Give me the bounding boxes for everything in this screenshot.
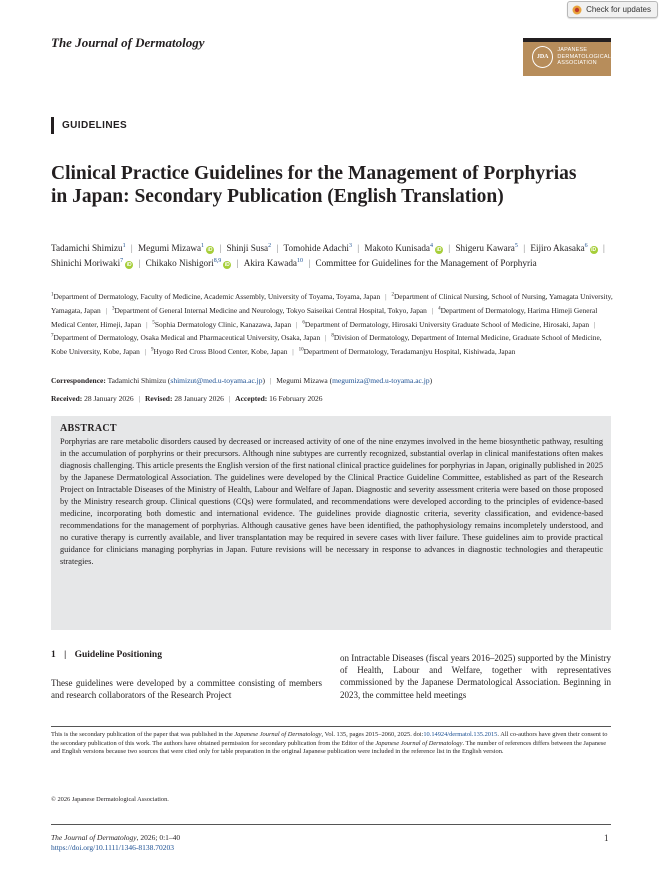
revised-date: 28 January 2026 — [174, 394, 224, 403]
author-separator: | — [600, 243, 605, 254]
correspondence-label: Correspondence: — [51, 376, 106, 385]
affiliation-text: Department of Dermatology, Harima Himeji General Medical Center, Himeji, Japan — [51, 306, 598, 329]
author-affiliation-mark: 7 — [120, 258, 124, 265]
affiliation-separator: | — [144, 319, 150, 329]
affiliation-number: 4 — [438, 306, 441, 312]
affiliation-separator: | — [103, 306, 109, 316]
jda-emblem-icon: JDA — [532, 46, 553, 68]
article-title: Clinical Practice Guidelines for the Management of Porphyrias in Japan: Secondary Publication (English Translation) — [51, 163, 577, 207]
author-separator: | — [136, 258, 143, 269]
affiliation-item — [299, 347, 516, 356]
affiliation-text: Department of Dermatology, Hirosaki University Graduate School of Medicine, Hirosaki, Japan — [304, 319, 590, 329]
body-column-right: on Intractable Diseases (fiscal years 2016–2025) supported by the Ministry of Health, Labour and Welfare, together with representatives commissioned by the Japanese Dermatological Association. Beginning in 2023, the committee held meetings — [340, 653, 611, 700]
affiliation-number: 2 — [391, 293, 394, 298]
affiliation-separator: | — [429, 306, 436, 316]
footer-volume: , 2026; 0:1–40 — [136, 833, 181, 842]
affiliation-number: 10 — [298, 347, 304, 353]
footer-citation — [51, 833, 180, 842]
affiliation-text: Sophia Dermatology Clinic, Kanazawa, Japan — [154, 319, 292, 329]
affiliation-text: Department of Dermatology, Faculty of Medicine, Academic Assembly, University of Toyama, Toyama, Japan — [53, 292, 381, 302]
affiliations — [51, 290, 613, 358]
accepted-date: 16 February 2026 — [269, 394, 323, 403]
abstract-heading: ABSTRACT — [60, 423, 117, 434]
section-type-label: GUIDELINES — [62, 120, 128, 131]
author: Makoto Kunisada — [364, 243, 430, 254]
footnote-divider — [51, 726, 611, 727]
correspondence-name-1: Tadamichi Shimizu — [107, 376, 167, 385]
abstract-text: Porphyrias are rare metabolic disorders caused by decreased or increased activity of one of the nine enzymes involved in the heme biosynthetic pathway, resulting in the accumulation of porphyrins or their precursors. Although nine subtypes are currently recognized, substantial overlap in clinical manifestations often makes diagnosis challenging. This article presents the English version of the first national clinical practice guidelines for porphyrias in Japan, originally published in 2025 by the Japanese Dermatological Association. The guidelines were developed by the Clinical Practice Guideline Committee, established as part of the Research Project on Intractable Diseases of the Ministry of Health, Labour and Welfare of Japan. Diagnostic and severity assessment criteria were based on those proposed by the Ministry research group. Clinical questions (CQs) were formulated, and recommendations were developed according to the principles of evidence-based medicine, incorporating both domestic and international evidence. The guidelines provide diagnostic criteria, severity classification, and evidence-based recommendations for the management of porphyrias. Although causative genes have been identified, the pathophysiology remains incompletely understood, and no curative therapy is currently available, and liver transplantation may be required in severe cases with liver failure. These guidelines aim to provide practical guidance for clinicians managing porphyrias in Japan. Future revisions will be necessary in response to advances in diagnostic technologies and therapeutic strategies. — [60, 437, 603, 567]
section-1-title: Guideline Positioning — [74, 650, 162, 660]
footer-journal-name: The Journal of Dermatology — [51, 833, 137, 842]
author: Akira Kawada — [243, 258, 298, 269]
affiliation-number: 1 — [51, 293, 54, 298]
body-column-left: These guidelines were developed by a committee consisting of members and research collaborators of the Research Project — [51, 678, 322, 701]
orcid-icon[interactable]: iD — [591, 247, 597, 254]
footnote: This is the secondary publication of the paper that was published in the Japanese Journal of Dermatology, Vol. 135, pages 2015–2060, 2025. doi:10.14924/dermatol.135.2015. All co-authors have given their consent to the secondary publication of this work. The authors have obtained permission for secondary publication from the Editor of the Japanese Journal of Dermatology. The number of references differs between the Japanese and English versions because two sources that were cited only for table preparation in the original Japanese publication were included in the reference list in the English version. — [51, 731, 608, 756]
affiliation-number: 9 — [151, 347, 154, 353]
section-1-heading — [51, 650, 162, 660]
revised-label: Revised: — [144, 394, 173, 403]
affiliation-text: Division of Dermatology, Department of Internal Medicine, Graduate School of Medicine, Kobe University, Kobe, Japan — [51, 333, 602, 357]
orcid-icon[interactable]: iD — [224, 262, 230, 269]
jda-logo — [523, 38, 611, 76]
affiliation-item — [51, 292, 380, 301]
check-updates-label: Check for updates — [586, 5, 651, 14]
section-marker — [51, 117, 54, 134]
author-affiliation-mark: 2 — [268, 243, 272, 249]
orcid-icon[interactable]: iD — [207, 247, 213, 254]
author-affiliation-mark: 1 — [122, 243, 126, 249]
article-dates: Received: 28 January 2026 | Revised: 28 January 2026 | Accepted: 16 February 2026 — [51, 394, 323, 403]
page-number: 1 — [604, 833, 609, 843]
author: Tomohide Adachi — [283, 243, 349, 254]
received-label: Received: — [51, 394, 83, 403]
author: Eijiro Akasaka — [530, 243, 585, 254]
author-affiliation-mark: 3 — [348, 243, 352, 249]
correspondence-email-2[interactable]: megumiza@med.u-toyama.ac.jp — [332, 376, 430, 385]
affiliation-number: 5 — [152, 320, 155, 326]
affiliation-text: Department of Dermatology, Teradamanjyu Hospital, Kishiwada, Japan — [303, 347, 516, 357]
affiliation-separator: | — [142, 347, 148, 357]
affiliation-separator: | — [294, 319, 300, 329]
affiliation-separator: | — [383, 292, 389, 302]
section-1-divider: | — [64, 650, 67, 660]
author-separator: | — [354, 243, 362, 254]
author-affiliation-mark: 10 — [297, 258, 304, 265]
affiliation-text: Department of Dermatology, Osaka Medical and Pharmaceutical University, Osaka, Japan — [53, 333, 321, 343]
footer-divider — [51, 824, 611, 825]
correspondence-email-1[interactable]: shimizut@med.u-toyama.ac.jp — [170, 376, 263, 385]
orcid-icon[interactable]: iD — [126, 262, 132, 269]
affiliation-separator: | — [290, 347, 296, 357]
author-separator: | — [274, 243, 281, 254]
orcid-icon[interactable]: iD — [436, 247, 442, 254]
section-1-number: 1 — [51, 650, 56, 660]
received-date: 28 January 2026 — [84, 394, 134, 403]
affiliation-item — [51, 333, 320, 342]
check-for-updates-button[interactable] — [567, 1, 658, 18]
affiliation-number: 6 — [302, 320, 305, 326]
author-separator: | — [306, 258, 313, 269]
copyright: © 2026 Japanese Dermatological Association. — [51, 796, 169, 803]
author: Megumi Mizawa — [138, 243, 202, 254]
author-separator: | — [217, 243, 224, 254]
author-affiliation-mark: 6 — [584, 243, 588, 249]
author: Shinichi Moriwaki — [51, 258, 121, 269]
author-affiliation-mark: 8,9 — [213, 258, 222, 265]
affiliation-number: 8 — [331, 334, 334, 340]
author-separator: | — [234, 258, 241, 269]
affiliation-item — [302, 320, 589, 329]
footer-doi-link[interactable]: https://doi.org/10.1111/1346-8138.70203 — [51, 843, 174, 852]
affiliation-item — [151, 347, 287, 356]
author-separator: | — [128, 243, 136, 254]
author: Shigeru Kawara — [455, 243, 515, 254]
affiliation-number: 3 — [111, 306, 115, 312]
correspondence: Correspondence: Tadamichi Shimizu (shimizut@med.u-toyama.ac.jp) | Megumi Mizawa (megumiza@med.u-toyama.ac.jp) — [51, 376, 433, 385]
author-list — [51, 240, 621, 270]
author-separator: | — [446, 243, 453, 254]
author-affiliation-mark: 4 — [430, 243, 433, 249]
affiliation-separator: | — [323, 333, 329, 343]
section-type — [51, 117, 127, 134]
accepted-label: Accepted: — [235, 394, 268, 403]
affiliation-item — [152, 320, 291, 329]
footnote-doi-link[interactable]: 10.14924/dermatol.135.2015 — [423, 731, 498, 738]
author: Shinji Susa — [226, 243, 269, 254]
check-updates-icon — [572, 5, 582, 15]
affiliation-item — [112, 306, 427, 315]
correspondence-name-2: Megumi Mizawa — [276, 376, 328, 385]
author: Tadamichi Shimizu — [51, 243, 123, 254]
author-affiliation-mark: 5 — [514, 243, 518, 249]
affiliation-number: 7 — [51, 334, 54, 340]
author-affiliation-mark: 1 — [201, 243, 205, 249]
author-separator: | — [520, 243, 528, 254]
author: Chikako Nishigori — [145, 258, 214, 269]
affiliation-text: Department of General Internal Medicine and Neurology, Tokyo Saiseikai Central Hospital, Tokyo, Japan — [114, 306, 427, 316]
logo-top-bar — [523, 38, 611, 42]
logo-text: JAPANESE DERMATOLOGICAL ASSOCIATION — [557, 47, 611, 67]
affiliation-text: Department of Clinical Nursing, School of Nursing, Yamagata University, Yamagata, Japan — [51, 292, 613, 316]
author: Committee for Guidelines for the Management of Porphyria — [315, 258, 537, 269]
affiliation-text: Hyogo Red Cross Blood Center, Kobe, Japan — [153, 347, 288, 357]
journal-name: The Journal of Dermatology — [51, 35, 205, 50]
affiliation-separator: | — [592, 319, 596, 329]
